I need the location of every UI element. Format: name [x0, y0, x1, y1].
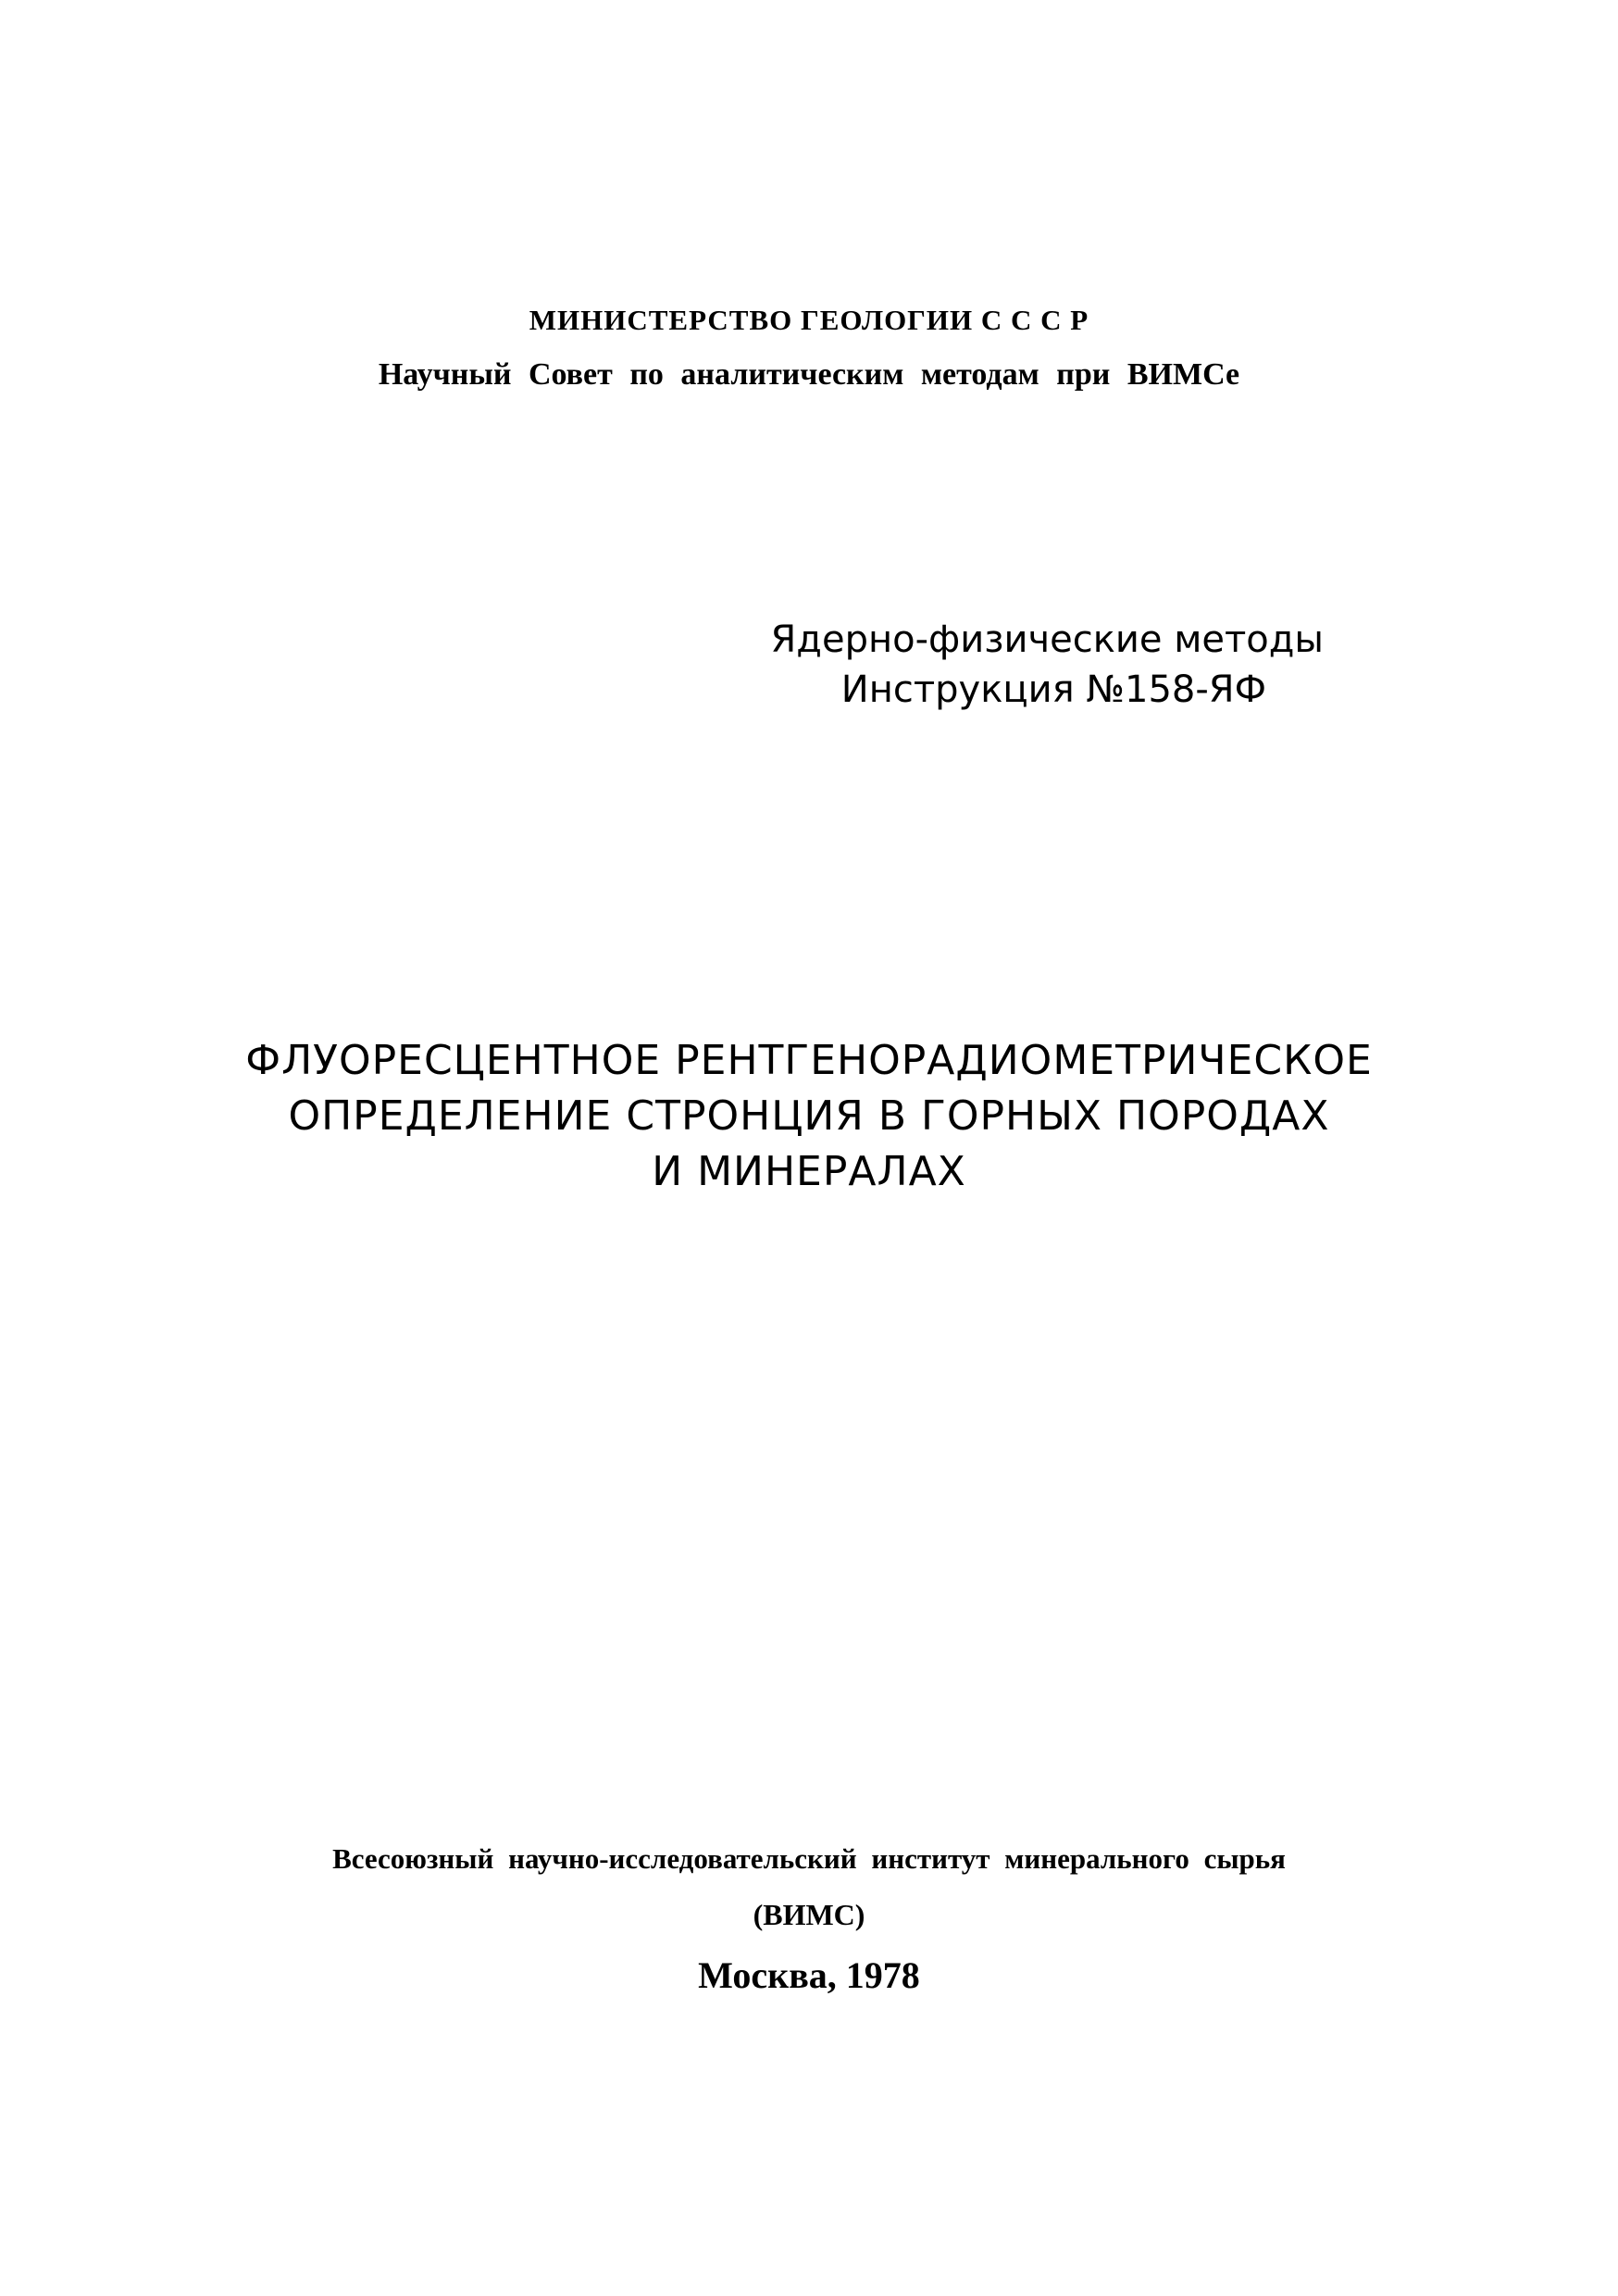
- document-title-line-3: И МИНЕРАЛАХ: [652, 1148, 966, 1195]
- instruction-number: Инструкция №158-ЯФ: [840, 668, 1266, 711]
- publisher-abbreviation: (ВИМС): [753, 1898, 865, 1931]
- document-title-line-2: ОПРЕДЕЛЕНИЕ СТРОНЦИЯ В ГОРНЫХ ПОРОДАХ: [288, 1092, 1330, 1140]
- publisher-institute: Всесоюзный научно-исследовательский институт минерального сырья: [332, 1842, 1286, 1875]
- ministry-heading: МИНИСТЕРСТВО ГЕОЛОГИИ С С С Р: [529, 304, 1089, 336]
- council-heading: Научный Совет по аналитическим методам при ВИМСе: [378, 357, 1240, 392]
- publication-city-year: Москва, 1978: [698, 1954, 920, 1996]
- document-title-line-1: ФЛУОРЕСЦЕНТНОЕ РЕНТГЕНОРАДИОМЕТРИЧЕСКОЕ: [245, 1037, 1373, 1084]
- series-methods: Ядерно-физические методы: [770, 618, 1324, 661]
